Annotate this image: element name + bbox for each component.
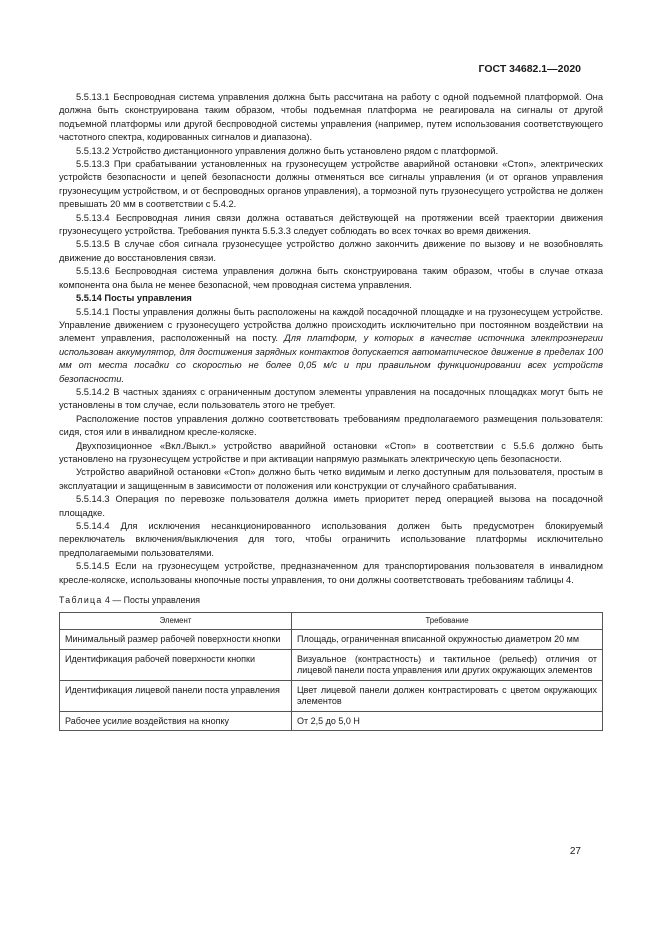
table-row [60,649,603,680]
requirements-table [59,612,603,731]
paragraph: Двухпозиционное «Вкл./Выкл.» устройство аварийной остановки «Стоп» в соответствии с 5.5.6 должно быть установлено на грузонесущем устройстве и при активации напрямую размыкать электрическую цепь безопасности. [59,440,603,464]
paragraph: 5.5.13.4 Беспроводная линия связи должна оставаться действующей на протяжении всей траектории движения грузонесущего устройства. Требования пункта 5.5.3.3 следует соблюдать во всех точках во время движения. [59,212,603,237]
document-header: ГОСТ 34682.1—2020 [478,63,581,75]
paragraph: 5.5.14.2 В частных зданиях с ограниченным доступом элементы управления на посадочных площадках могут быть не установлены в том случае, если пользователь этого не требует. [59,386,603,411]
table-cell-requirement: Цвет лицевой панели должен контрастировать с цветом окружающих элементов [292,680,603,711]
page-content [59,91,603,731]
paragraph: 5.5.13.6 Беспроводная система управления должна быть сконструирована таким образом, чтобы в случае отказа компонента она была не менее безопасной, чем проводная система управления. [59,266,603,290]
paragraph: Расположение постов управления должно соответствовать требованиям предполагаемого размещения пользователя: сидя, стоя или в инвалидном кресле-коляске. [59,413,603,438]
paragraph: 5.5.14.5 Если на грузонесущем устройстве, предназначенном для транспортирования пользователя в инвалидном кресле-коляске, использованы кнопочные посты управления, то они должны соответствовать требованиям таблицы 4. [59,561,603,585]
paragraph: 5.5.13.2 Устройство дистанционного управления должно быть установлено рядом с платформой. [76,145,499,156]
table-row [60,630,603,650]
paragraph-text: 5.5.14.1 Посты управления должны быть расположены на каждой посадочной площадке и на грузонесущем устройстве. Управление движением с грузонесущего устройства должно происходить исключительно при постоянном воздействии на элемент управления, расположенный на посту. [59,306,603,344]
table-caption-text: 4 — Посты управления [102,595,201,606]
table-cell-element: Идентификация лицевой панели поста управления [60,680,292,711]
section-heading: 5.5.14 Посты управления [76,293,192,304]
table-cell-requirement: Визуальное (контрастность) и тактильное (рельеф) отличия от лицевой панели поста управления или других окружающих элементов [292,649,603,680]
table-row [60,711,603,731]
paragraph: 5.5.13.5 В случае сбоя сигнала грузонесущее устройство должно закончить движение по вызову и не возобновлять движение до восстановления связи. [59,239,603,263]
column-header-requirement: Требование [292,613,603,630]
paragraph: 5.5.13.3 При срабатывании установленных на грузонесущем устройстве аварийной остановки «Стоп», электрических устройств безопасности и цепей безопасности должны отменяться все сигналы управления (и от органов управления грузонесущим устройством, и от беспроводных органов управления), а тормозной путь грузонесущего устройства не должен превышать 20 мм в соответствии с 5.4.2. [59,159,603,210]
table-header-row [60,613,603,630]
table-cell-element: Идентификация рабочей поверхности кнопки [60,649,292,680]
column-header-element: Элемент [60,613,292,630]
table-caption [59,594,603,606]
paragraph: Устройство аварийной остановки «Стоп» должно быть четко видимым и легко доступным для пользователя, простым в эксплуатации и защищенным в зависимости от положения или конструкции от случайного срабатывания. [59,467,603,491]
table-row [60,680,603,711]
paragraph: 5.5.13.1 Беспроводная система управления должна быть рассчитана на работу с одной подъемной платформой. Она должна быть сконструирована таким образом, чтобы подъемная платформа не реагировала на сигналы от другой подъемной платформы или другой беспроводной системы управления (например, путем использования соответствующего частотного спектра, кодированных сигналов и диапазона). [59,92,603,143]
page-number: 27 [569,846,581,857]
paragraph-italic-text: Для платформ, у которых в качестве источника электроэнергии использован аккумулятор, для достижения зарядных контактов допускается автоматическое движение в пределах 100 мм от места посадки со скоростью не более 0,05 м/с и при правильном функционировании всех устройств безопасности. [59,333,603,384]
table-caption-label: Таблица [59,595,103,606]
paragraph: 5.5.14.3 Операция по перевозке пользователя должна иметь приоритет перед операцией вызова на посадочной площадке. [59,494,603,518]
table-cell-element: Минимальный размер рабочей поверхности кнопки [60,630,292,650]
table-cell-requirement: От 2,5 до 5,0 Н [292,711,603,731]
paragraph: 5.5.14.4 Для исключения несанкционированного использования должен быть предусмотрен блокируемый переключатель включения/выключения для того, чтобы ограничить использование платформы исключительно предполагаемыми пользователями. [59,521,603,558]
table-cell-element: Рабочее усилие воздействия на кнопку [60,711,292,731]
paragraph [59,306,603,386]
table-cell-requirement: Площадь, ограниченная вписанной окружностью диаметром 20 мм [292,630,603,650]
